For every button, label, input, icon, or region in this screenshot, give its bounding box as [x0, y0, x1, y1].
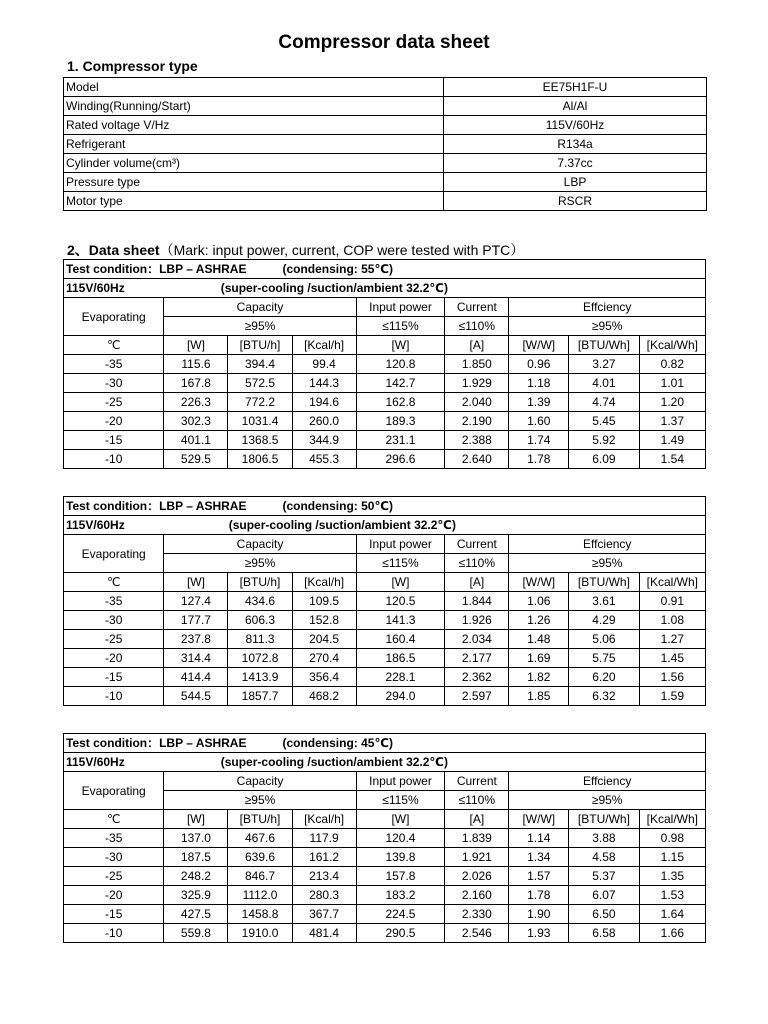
type-row — [64, 78, 707, 97]
unit-header: [W/W] — [509, 336, 569, 355]
unit-header: [W/W] — [509, 573, 569, 592]
data-cell: 1806.5 — [228, 450, 292, 469]
table-row — [64, 886, 706, 905]
data-cell: 5.45 — [569, 412, 640, 431]
data-cell: 2.388 — [445, 431, 509, 450]
unit-header: ℃ — [64, 810, 164, 829]
data-cell: 811.3 — [228, 630, 292, 649]
capacity-limit: ≥95% — [164, 317, 356, 336]
data-cell: 434.6 — [228, 592, 292, 611]
data-cell: 1458.8 — [228, 905, 292, 924]
data-cell: 0.96 — [509, 355, 569, 374]
data-cell: 162.8 — [356, 393, 445, 412]
data-cell: 1.839 — [445, 829, 509, 848]
efficiency-limit: ≥95% — [509, 317, 706, 336]
data-cell: 2.040 — [445, 393, 509, 412]
data-sheet-heading-note: （Mark: input power, current, COP were tested with PTC） — [159, 242, 525, 258]
data-cell: 2.160 — [445, 886, 509, 905]
type-row — [64, 192, 707, 211]
unit-header: ℃ — [64, 336, 164, 355]
data-cell: 1.69 — [509, 649, 569, 668]
data-cell: 117.9 — [292, 829, 356, 848]
data-cell: 1.35 — [639, 867, 705, 886]
data-cell: 529.5 — [164, 450, 228, 469]
data-cell: 455.3 — [292, 450, 356, 469]
section-data-sheet-heading — [67, 240, 524, 260]
evaporating-header: Evaporating — [64, 772, 164, 810]
unit-header: [W] — [356, 810, 445, 829]
unit-header: [Kcal/Wh] — [639, 336, 705, 355]
table-row — [64, 848, 706, 867]
data-cell: 1368.5 — [228, 431, 292, 450]
type-value: RSCR — [444, 192, 707, 211]
input-power-header: Input power — [356, 772, 445, 791]
unit-header: [W] — [356, 336, 445, 355]
data-cell: 1112.0 — [228, 886, 292, 905]
data-cell: 1.49 — [639, 431, 705, 450]
data-cell: 5.75 — [569, 649, 640, 668]
data-cell: 226.3 — [164, 393, 228, 412]
type-value: Al/Al — [444, 97, 707, 116]
test-condition: Test condition：LBP – ASHRAE — [66, 262, 247, 276]
data-cell: 1.93 — [509, 924, 569, 943]
data-cell: 427.5 — [164, 905, 228, 924]
data-cell: 290.5 — [356, 924, 445, 943]
current-header: Current — [445, 298, 509, 317]
input-power-header: Input power — [356, 535, 445, 554]
data-cell: 544.5 — [164, 687, 228, 706]
data-cell: 606.3 — [228, 611, 292, 630]
data-cell: 115.6 — [164, 355, 228, 374]
data-cell: 1.53 — [639, 886, 705, 905]
data-cell: 237.8 — [164, 630, 228, 649]
data-cell: 1.48 — [509, 630, 569, 649]
data-cell: 127.4 — [164, 592, 228, 611]
unit-header: [Kcal/h] — [292, 573, 356, 592]
ambient-condition: (super-cooling /suction/ambient 32.2℃) — [220, 281, 448, 295]
efficiency-header: Effciency — [509, 772, 706, 791]
data-cell: 6.20 — [569, 668, 640, 687]
data-cell: 3.88 — [569, 829, 640, 848]
data-cell: 1.15 — [639, 848, 705, 867]
voltage: 115V/60Hz — [66, 518, 125, 532]
data-cell: 572.5 — [228, 374, 292, 393]
table-row — [64, 412, 706, 431]
data-cell: 401.1 — [164, 431, 228, 450]
table-row — [64, 630, 706, 649]
power-limit: ≤115% — [356, 317, 445, 336]
unit-header: [BTU/Wh] — [569, 810, 640, 829]
type-row — [64, 116, 707, 135]
type-value: 115V/60Hz — [444, 116, 707, 135]
data-cell: 1.929 — [445, 374, 509, 393]
evaporating-temp: -35 — [64, 829, 164, 848]
data-cell: 160.4 — [356, 630, 445, 649]
unit-header: [A] — [445, 810, 509, 829]
data-cell: 1.14 — [509, 829, 569, 848]
data-cell: 1072.8 — [228, 649, 292, 668]
table-row — [64, 355, 706, 374]
data-cell: 468.2 — [292, 687, 356, 706]
data-cell: 1.59 — [639, 687, 705, 706]
capacity-header: Capacity — [164, 535, 356, 554]
capacity-header: Capacity — [164, 298, 356, 317]
data-cell: 467.6 — [228, 829, 292, 848]
data-cell: 167.8 — [164, 374, 228, 393]
voltage-ambient-cell — [64, 516, 706, 535]
type-row — [64, 97, 707, 116]
unit-header: [BTU/Wh] — [569, 573, 640, 592]
data-cell: 1.01 — [639, 374, 705, 393]
evaporating-temp: -30 — [64, 848, 164, 867]
table-row — [64, 431, 706, 450]
data-cell: 4.29 — [569, 611, 640, 630]
data-cell: 1.66 — [639, 924, 705, 943]
ambient-condition: (super-cooling /suction/ambient 32.2℃) — [228, 518, 456, 532]
data-cell: 183.2 — [356, 886, 445, 905]
data-cell: 481.4 — [292, 924, 356, 943]
type-label: Motor type — [64, 192, 444, 211]
unit-header: [W] — [164, 336, 228, 355]
performance-table — [63, 259, 706, 469]
data-cell: 1.37 — [639, 412, 705, 431]
data-cell: 2.640 — [445, 450, 509, 469]
table-row — [64, 924, 706, 943]
data-cell: 1.06 — [509, 592, 569, 611]
data-cell: 6.07 — [569, 886, 640, 905]
evaporating-temp: -35 — [64, 592, 164, 611]
voltage-ambient-cell — [64, 753, 706, 772]
efficiency-header: Effciency — [509, 298, 706, 317]
data-cell: 187.5 — [164, 848, 228, 867]
test-condition-cell — [64, 260, 706, 279]
data-cell: 1.39 — [509, 393, 569, 412]
type-value: R134a — [444, 135, 707, 154]
data-cell: 3.61 — [569, 592, 640, 611]
unit-header: [A] — [445, 336, 509, 355]
type-label: Cylinder volume(cm³) — [64, 154, 444, 173]
unit-header: ℃ — [64, 573, 164, 592]
data-cell: 1.926 — [445, 611, 509, 630]
data-cell: 325.9 — [164, 886, 228, 905]
unit-header: [W] — [164, 810, 228, 829]
compressor-type-table — [63, 77, 707, 211]
data-cell: 2.362 — [445, 668, 509, 687]
evaporating-temp: -20 — [64, 886, 164, 905]
data-cell: 0.91 — [639, 592, 705, 611]
efficiency-header: Effciency — [509, 535, 706, 554]
table-row — [64, 592, 706, 611]
data-cell: 1.26 — [509, 611, 569, 630]
data-cell: 1.921 — [445, 848, 509, 867]
type-row — [64, 154, 707, 173]
type-label: Model — [64, 78, 444, 97]
data-cell: 177.7 — [164, 611, 228, 630]
type-row — [64, 135, 707, 154]
data-cell: 296.6 — [356, 450, 445, 469]
table-row — [64, 450, 706, 469]
data-cell: 204.5 — [292, 630, 356, 649]
table-row — [64, 393, 706, 412]
data-cell: 189.3 — [356, 412, 445, 431]
type-label: Pressure type — [64, 173, 444, 192]
data-cell: 1.08 — [639, 611, 705, 630]
data-cell: 2.597 — [445, 687, 509, 706]
evaporating-header: Evaporating — [64, 535, 164, 573]
table-row — [64, 668, 706, 687]
data-cell: 1.78 — [509, 886, 569, 905]
data-cell: 294.0 — [356, 687, 445, 706]
test-condition: Test condition：LBP – ASHRAE — [66, 499, 247, 513]
data-cell: 1.45 — [639, 649, 705, 668]
data-cell: 2.546 — [445, 924, 509, 943]
current-limit: ≤110% — [445, 317, 509, 336]
data-cell: 260.0 — [292, 412, 356, 431]
voltage: 115V/60Hz — [66, 281, 125, 295]
data-cell: 231.1 — [356, 431, 445, 450]
data-cell: 0.98 — [639, 829, 705, 848]
table-row — [64, 374, 706, 393]
condensing-temp: (condensing: 50℃) — [282, 499, 394, 513]
unit-header: [W] — [164, 573, 228, 592]
data-cell: 248.2 — [164, 867, 228, 886]
type-row — [64, 173, 707, 192]
data-cell: 194.6 — [292, 393, 356, 412]
data-cell: 120.4 — [356, 829, 445, 848]
data-cell: 5.92 — [569, 431, 640, 450]
data-cell: 0.82 — [639, 355, 705, 374]
evaporating-temp: -15 — [64, 905, 164, 924]
table-row — [64, 687, 706, 706]
section-compressor-type-heading: 1. Compressor type — [67, 58, 198, 74]
voltage: 115V/60Hz — [66, 755, 125, 769]
evaporating-temp: -15 — [64, 431, 164, 450]
unit-header: [BTU/Wh] — [569, 336, 640, 355]
performance-table — [63, 496, 706, 706]
evaporating-temp: -20 — [64, 649, 164, 668]
current-limit: ≤110% — [445, 791, 509, 810]
evaporating-temp: -30 — [64, 611, 164, 630]
data-cell: 1.844 — [445, 592, 509, 611]
data-cell: 141.3 — [356, 611, 445, 630]
unit-header: [BTU/h] — [228, 336, 292, 355]
data-cell: 3.27 — [569, 355, 640, 374]
data-cell: 270.4 — [292, 649, 356, 668]
unit-header: [W] — [356, 573, 445, 592]
data-cell: 1.18 — [509, 374, 569, 393]
data-cell: 846.7 — [228, 867, 292, 886]
efficiency-limit: ≥95% — [509, 791, 706, 810]
efficiency-limit: ≥95% — [509, 554, 706, 573]
data-cell: 344.9 — [292, 431, 356, 450]
data-cell: 1.90 — [509, 905, 569, 924]
voltage-ambient-cell — [64, 279, 706, 298]
evaporating-temp: -30 — [64, 374, 164, 393]
type-label: Winding(Running/Start) — [64, 97, 444, 116]
data-cell: 1.57 — [509, 867, 569, 886]
data-cell: 157.8 — [356, 867, 445, 886]
unit-header: [W/W] — [509, 810, 569, 829]
test-condition-cell — [64, 497, 706, 516]
test-condition: Test condition：LBP – ASHRAE — [66, 736, 247, 750]
data-cell: 152.8 — [292, 611, 356, 630]
capacity-limit: ≥95% — [164, 554, 356, 573]
data-cell: 367.7 — [292, 905, 356, 924]
type-value: 7.37cc — [444, 154, 707, 173]
data-cell: 1.60 — [509, 412, 569, 431]
data-cell: 2.190 — [445, 412, 509, 431]
data-cell: 5.37 — [569, 867, 640, 886]
data-cell: 1.54 — [639, 450, 705, 469]
data-cell: 5.06 — [569, 630, 640, 649]
unit-header: [Kcal/Wh] — [639, 573, 705, 592]
unit-header: [Kcal/h] — [292, 336, 356, 355]
evaporating-header: Evaporating — [64, 298, 164, 336]
data-cell: 6.32 — [569, 687, 640, 706]
data-cell: 2.034 — [445, 630, 509, 649]
data-cell: 1.85 — [509, 687, 569, 706]
data-cell: 559.8 — [164, 924, 228, 943]
evaporating-temp: -25 — [64, 867, 164, 886]
data-cell: 280.3 — [292, 886, 356, 905]
performance-table — [63, 733, 706, 943]
data-cell: 772.2 — [228, 393, 292, 412]
data-cell: 99.4 — [292, 355, 356, 374]
data-cell: 4.74 — [569, 393, 640, 412]
data-cell: 314.4 — [164, 649, 228, 668]
data-cell: 137.0 — [164, 829, 228, 848]
data-cell: 6.58 — [569, 924, 640, 943]
data-cell: 1.20 — [639, 393, 705, 412]
data-cell: 394.4 — [228, 355, 292, 374]
data-cell: 142.7 — [356, 374, 445, 393]
type-value: EE75H1F-U — [444, 78, 707, 97]
data-cell: 120.8 — [356, 355, 445, 374]
data-cell: 6.09 — [569, 450, 640, 469]
evaporating-temp: -10 — [64, 687, 164, 706]
condensing-temp: (condensing: 55℃) — [282, 262, 394, 276]
table-row — [64, 905, 706, 924]
unit-header: [BTU/h] — [228, 573, 292, 592]
data-cell: 224.5 — [356, 905, 445, 924]
type-label: Refrigerant — [64, 135, 444, 154]
data-sheet-heading-bold: 2、Data sheet — [67, 242, 160, 258]
current-limit: ≤110% — [445, 554, 509, 573]
unit-header: [A] — [445, 573, 509, 592]
power-limit: ≤115% — [356, 791, 445, 810]
type-label: Rated voltage V/Hz — [64, 116, 444, 135]
page-title: Compressor data sheet — [278, 32, 490, 53]
data-cell: 144.3 — [292, 374, 356, 393]
data-cell: 1413.9 — [228, 668, 292, 687]
data-cell: 109.5 — [292, 592, 356, 611]
data-cell: 1910.0 — [228, 924, 292, 943]
evaporating-temp: -35 — [64, 355, 164, 374]
data-cell: 1.56 — [639, 668, 705, 687]
table-row — [64, 611, 706, 630]
data-cell: 120.5 — [356, 592, 445, 611]
data-cell: 1031.4 — [228, 412, 292, 431]
test-condition-cell — [64, 734, 706, 753]
current-header: Current — [445, 772, 509, 791]
power-limit: ≤115% — [356, 554, 445, 573]
data-cell: 1.850 — [445, 355, 509, 374]
evaporating-temp: -10 — [64, 450, 164, 469]
data-cell: 639.6 — [228, 848, 292, 867]
table-row — [64, 829, 706, 848]
capacity-header: Capacity — [164, 772, 356, 791]
capacity-limit: ≥95% — [164, 791, 356, 810]
data-cell: 414.4 — [164, 668, 228, 687]
data-cell: 228.1 — [356, 668, 445, 687]
unit-header: [Kcal/h] — [292, 810, 356, 829]
data-cell: 139.8 — [356, 848, 445, 867]
unit-header: [Kcal/Wh] — [639, 810, 705, 829]
input-power-header: Input power — [356, 298, 445, 317]
ambient-condition: (super-cooling /suction/ambient 32.2℃) — [220, 755, 448, 769]
evaporating-temp: -20 — [64, 412, 164, 431]
data-cell: 302.3 — [164, 412, 228, 431]
unit-header: [BTU/h] — [228, 810, 292, 829]
data-cell: 1857.7 — [228, 687, 292, 706]
data-cell: 1.27 — [639, 630, 705, 649]
table-row — [64, 649, 706, 668]
data-cell: 1.64 — [639, 905, 705, 924]
data-cell: 213.4 — [292, 867, 356, 886]
data-cell: 6.50 — [569, 905, 640, 924]
data-cell: 2.026 — [445, 867, 509, 886]
condensing-temp: (condensing: 45℃) — [282, 736, 394, 750]
data-cell: 356.4 — [292, 668, 356, 687]
current-header: Current — [445, 535, 509, 554]
data-cell: 1.74 — [509, 431, 569, 450]
data-cell: 1.78 — [509, 450, 569, 469]
evaporating-temp: -15 — [64, 668, 164, 687]
data-cell: 1.82 — [509, 668, 569, 687]
data-cell: 4.01 — [569, 374, 640, 393]
type-value: LBP — [444, 173, 707, 192]
data-cell: 2.330 — [445, 905, 509, 924]
data-cell: 2.177 — [445, 649, 509, 668]
evaporating-temp: -10 — [64, 924, 164, 943]
table-row — [64, 867, 706, 886]
data-cell: 4.58 — [569, 848, 640, 867]
data-cell: 186.5 — [356, 649, 445, 668]
data-cell: 1.34 — [509, 848, 569, 867]
evaporating-temp: -25 — [64, 630, 164, 649]
data-cell: 161.2 — [292, 848, 356, 867]
evaporating-temp: -25 — [64, 393, 164, 412]
